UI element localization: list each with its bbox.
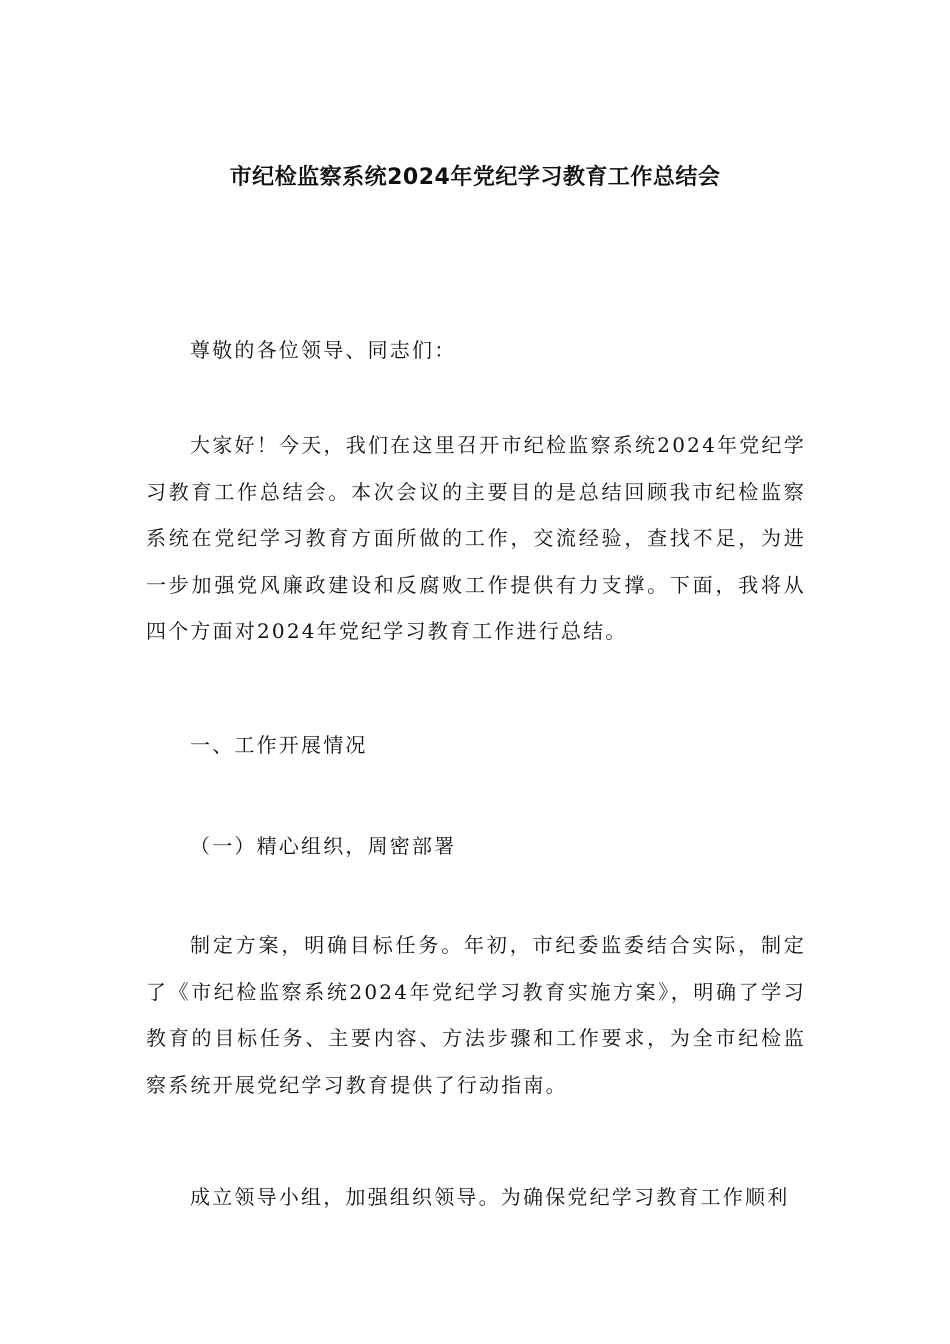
paragraph-plan: 制定方案，明确目标任务。年初，市纪委监委结合实际，制定了《市纪检监察系统2024年党纪学习教育实施方案》，明确了学习教育的目标任务、主要内容、方法步骤和工作要求，为全市纪检监察系统开展党纪学习教育提供了行动指南。 [146, 933, 806, 1097]
subsection-heading: （一）精心组织，周密部署 [190, 834, 457, 858]
paragraph-opening: 大家好！今天，我们在这里召开市纪检监察系统2024年党纪学习教育工作总结会。本次会议的主要目的是总结回顾我市纪检监察系统在党纪学习教育方面所做的工作，交流经验，查找不足，为进一步加强党风廉政建设和反腐败工作提供有力支撑。下面，我将从四个方面对2024年党纪学习教育工作进行总结。 [146, 433, 806, 643]
paragraph-leadership: 成立领导小组，加强组织领导。为确保党纪学习教育工作顺利 [190, 1185, 790, 1209]
section-heading: 一、工作开展情况 [190, 733, 368, 757]
document-title: 市纪检监察系统2024年党纪学习教育工作总结会 [229, 165, 721, 190]
salutation: 尊敬的各位领导、同志们： [190, 338, 457, 362]
